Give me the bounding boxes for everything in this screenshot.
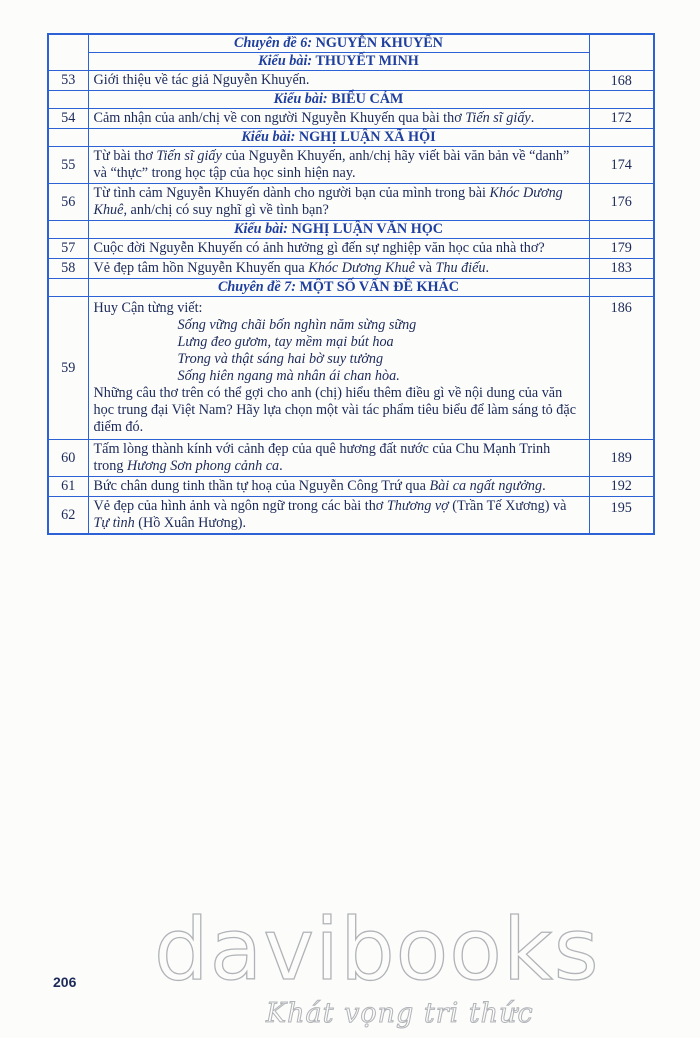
entry-number: 61 xyxy=(48,477,88,497)
section-label: Kiểu bài: xyxy=(258,53,313,69)
section-label: Kiểu bài: xyxy=(241,129,296,145)
entry-text: . xyxy=(530,110,535,126)
section-heading-chuyen-de-7 xyxy=(48,279,654,297)
entry-page: 183 xyxy=(589,259,654,279)
entry-work-title: Tiến sĩ giấy xyxy=(465,110,531,126)
toc-row-54 xyxy=(48,109,654,129)
entry-page: 192 xyxy=(589,477,654,497)
entry-text: . xyxy=(542,478,546,494)
entry-number: 54 xyxy=(48,109,88,129)
entry-title: Giới thiệu về tác giả Nguyễn Khuyến. xyxy=(88,71,589,91)
entry-page: 189 xyxy=(589,440,654,477)
toc-row-58 xyxy=(48,259,654,279)
section-heading-thuyet-minh xyxy=(48,53,654,71)
toc-row-55 xyxy=(48,147,654,184)
section-label: Chuyên đề 6: xyxy=(234,35,313,51)
entry-text: và xyxy=(414,260,436,276)
section-title: NGUYỄN KHUYẾN xyxy=(315,35,443,51)
toc-row-62 xyxy=(48,497,654,535)
entry-number: 55 xyxy=(48,147,88,184)
toc-row-56 xyxy=(48,184,654,221)
toc-row-61 xyxy=(48,477,654,497)
poem-line: Lưng đeo gươm, tay mềm mại bút hoa xyxy=(177,334,394,350)
entry-title xyxy=(88,297,589,440)
entry-work-title: Thương vợ xyxy=(386,498,449,514)
entry-text: . xyxy=(279,458,283,474)
entry-work-title: Khóc Dương Khuê xyxy=(93,185,563,218)
entry-work-title: Bài ca ngất ngưởng xyxy=(429,478,543,494)
entry-number: 59 xyxy=(48,297,88,440)
section-heading-chuyen-de-6 xyxy=(48,34,654,53)
section-title: BIỂU CẢM xyxy=(331,91,404,107)
entry-page: 174 xyxy=(589,147,654,184)
entry-text: Bức chân dung tinh thần tự hoạ của Nguyễn Công Trứ qua xyxy=(93,478,430,494)
entry-title xyxy=(88,440,589,477)
entry-text: của Nguyễn Khuyến, anh/chị hãy viết bài văn bản về “danh” và “thực” trong học tập của học sinh hiện nay. xyxy=(93,148,570,181)
entry-number: 57 xyxy=(48,239,88,259)
entry-number: 53 xyxy=(48,71,88,91)
toc-row-57 xyxy=(48,239,654,259)
entry-page: 195 xyxy=(589,497,654,535)
entry-number: 62 xyxy=(48,497,88,535)
entry-work-title: Hương Sơn phong cảnh ca xyxy=(127,458,280,474)
entry-number: 56 xyxy=(48,184,88,221)
poem-line: Trong và thật sáng hai bờ suy tưởng xyxy=(177,351,384,367)
page-number: 206 xyxy=(53,974,77,990)
section-title: NGHỊ LUẬN VĂN HỌC xyxy=(291,221,444,237)
section-label: Chuyên đề 7: xyxy=(217,279,296,295)
section-title: NGHỊ LUẬN XÃ HỘI xyxy=(298,129,436,145)
toc-row-53 xyxy=(48,71,654,91)
section-label: Kiểu bài: xyxy=(233,221,288,237)
entry-text: Từ bài thơ xyxy=(93,148,157,164)
entry-page: 186 xyxy=(589,297,654,440)
poem-line: Sống hiên ngang mà nhân ái chan hòa. xyxy=(177,368,400,384)
entry-intro: Huy Cận từng viết: xyxy=(93,300,203,316)
toc-table xyxy=(47,33,655,535)
watermark-brand: davibooks xyxy=(154,900,600,1000)
section-label: Kiểu bài: xyxy=(273,91,328,107)
entry-page: 172 xyxy=(589,109,654,129)
entry-text: Tấm lòng thành kính với cảnh đẹp của quê hương đất nước của Chu Mạnh Trinh trong xyxy=(93,441,551,474)
section-title: MỘT SỐ VẤN ĐỀ KHÁC xyxy=(299,279,460,295)
entry-number: 60 xyxy=(48,440,88,477)
entry-text: (Hồ Xuân Hương). xyxy=(134,515,247,531)
entry-work-title: Tự tình xyxy=(93,515,135,531)
watermark-tagline: Khát vọng tri thức xyxy=(266,998,534,1029)
entry-title: Cuộc đời Nguyễn Khuyến có ảnh hưởng gì đến sự nghiệp văn học của nhà thơ? xyxy=(88,239,589,259)
entry-title xyxy=(88,477,589,497)
entry-page: 168 xyxy=(589,71,654,91)
entry-work-title: Khóc Dương Khuê xyxy=(308,260,415,276)
section-heading-bieu-cam xyxy=(48,91,654,109)
entry-number: 58 xyxy=(48,259,88,279)
entry-title xyxy=(88,184,589,221)
entry-work-title: Tiến sĩ giấy xyxy=(156,148,222,164)
entry-text: Vẻ đẹp tâm hồn Nguyễn Khuyến qua xyxy=(93,260,309,276)
entry-text: Vẻ đẹp của hình ảnh và ngôn ngữ trong các bài thơ xyxy=(93,498,387,514)
poem-line: Sống vững chãi bốn nghìn năm sừng sững xyxy=(177,317,417,333)
entry-text: Từ tình cảm Nguyễn Khuyến dành cho người bạn của mình trong bài xyxy=(93,185,490,201)
entry-page: 176 xyxy=(589,184,654,221)
entry-text: (Trần Tế Xương) và xyxy=(448,498,567,514)
entry-text: . xyxy=(485,260,490,276)
section-title: THUYẾT MINH xyxy=(315,53,419,69)
section-heading-nghi-luan-van-hoc xyxy=(48,221,654,239)
entry-question: Những câu thơ trên có thể gợi cho anh (chị) hiểu thêm điều gì về nội dung của văn học trung đại Việt Nam? Hãy lựa chọn một vài tác phẩm tiêu biểu để làm sáng tỏ đặc điểm đó. xyxy=(93,385,576,435)
entry-title xyxy=(88,147,589,184)
entry-text: Cảm nhận của anh/chị về con người Nguyễn Khuyến qua bài thơ xyxy=(93,110,466,126)
entry-page: 179 xyxy=(589,239,654,259)
entry-title xyxy=(88,109,589,129)
toc-row-59 xyxy=(48,297,654,440)
entry-work-title: Thu điếu xyxy=(435,260,486,276)
entry-text: , anh/chị có suy nghĩ gì về tình bạn? xyxy=(123,202,329,218)
toc-row-60 xyxy=(48,440,654,477)
entry-title xyxy=(88,259,589,279)
section-heading-nghi-luan-xa-hoi xyxy=(48,129,654,147)
entry-title xyxy=(88,497,589,535)
